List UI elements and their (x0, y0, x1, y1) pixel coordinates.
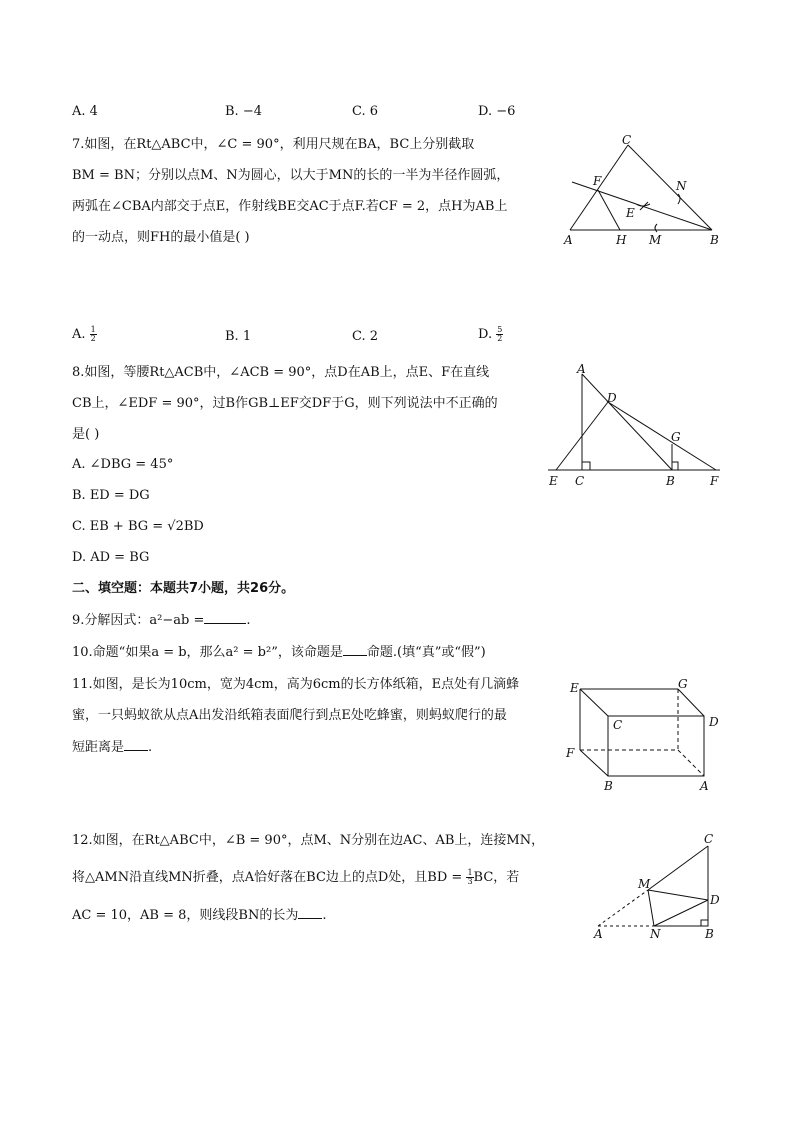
q12-line-1: 12.如图，在Rt△ABC中，∠B = 90°，点M、N分别在边AC、AB上，连接MN， (72, 833, 545, 848)
q12-figure (588, 830, 728, 945)
q8-label-b: B (666, 474, 675, 488)
q7-line-2: BM = BN；分别以点M、N为圆心，以大于MN的长的一半为半径作圆弧， (72, 168, 510, 183)
q7-option-d: D. $\frac{5}{2}$ (478, 325, 503, 343)
q8-label-f: F (710, 474, 719, 488)
q6-option-d: D. −6 (478, 104, 516, 119)
q12-label-d: D (710, 893, 720, 907)
q7-label-h: H (616, 233, 627, 247)
q10-text: 10.命题“如果a = b，那么a² = b²”，该命题是 命题.(填“真”或“假”) (72, 645, 486, 660)
q11-label-f: F (566, 746, 575, 760)
q8-line-1: 8.如图，等腰Rt△ACB中，∠ACB = 90°，点D在AB上，点E、F在直线 (72, 365, 490, 380)
q11-label-g: G (678, 677, 688, 691)
q11-answer-blank[interactable] (124, 738, 148, 751)
q8-option-a: A. ∠DBG = 45° (72, 457, 174, 472)
q6-option-c: C. 6 (352, 104, 379, 119)
q12-answer-blank[interactable] (298, 906, 322, 919)
q8-line-2: CB上，∠EDF = 90°，过B作GB⊥EF交DF于G，则下列说法中不正确的 (72, 396, 498, 411)
q7-label-c: C (622, 133, 632, 147)
q9-answer-blank[interactable] (204, 611, 246, 624)
q8-label-d: D (607, 391, 617, 405)
q11-label-b: B (604, 779, 613, 793)
q11-label-a: A (700, 779, 709, 793)
q12-line-3: AC = 10，AB = 8，则线段BN的长为 . (72, 908, 327, 923)
q7-label-b: B (710, 233, 719, 247)
q8-line-3: 是( ) (72, 427, 100, 442)
q11-label-c: C (613, 718, 623, 732)
q8-option-c: C. EB + BG = √2BD (72, 519, 204, 534)
q7-line-1: 7.如图，在Rt△ABC中，∠C = 90°，利用尺规在BA，BC上分别截取 (72, 137, 475, 152)
q8-option-b: B. ED = DG (72, 488, 150, 503)
section-2-title: 二、填空题：本题共7小题，共26分。 (72, 581, 295, 596)
q12-label-m: M (638, 877, 651, 891)
q8-label-g: G (671, 430, 681, 444)
q8-label-c: C (575, 474, 585, 488)
q7-line-3: 两弧在∠CBA内部交于点E，作射线BE交AC于点F.若CF = 2，点H为AB上 (72, 199, 508, 214)
q11-figure (560, 676, 730, 796)
q6-option-a: A. 4 (72, 104, 98, 119)
q8-label-a: A (577, 362, 586, 376)
q7-label-a: A (564, 233, 573, 247)
q7-option-a: A. $\frac{1}{2}$ (72, 325, 96, 343)
q12-line-2: 将△AMN沿直线MN折叠，点A恰好落在BC边上的点D处，且BD = $\frac{1}{3}$ BC，若 (72, 868, 520, 886)
q7-option-c: C. 2 (352, 329, 379, 344)
q8-option-d: D. AD = BG (72, 550, 150, 565)
q12-label-n: N (650, 927, 661, 941)
q11-line-3: 短距离是 . (72, 740, 153, 755)
q7-label-n: N (676, 179, 687, 193)
q9-text: 9.分解因式：a²−ab = . (72, 613, 251, 628)
q7-figure (560, 132, 730, 252)
q11-label-d: D (709, 715, 719, 729)
q7-line-4: 的一动点，则FH的最小值是( ) (72, 230, 250, 245)
q7-label-m: M (649, 233, 662, 247)
q10-answer-blank[interactable] (343, 643, 367, 656)
q11-line-2: 蜜，一只蚂蚁欲从点A出发沿纸箱表面爬行到点E处吃蜂蜜，则蚂蚁爬行的最 (72, 708, 507, 723)
q6-option-b: B. −4 (225, 104, 262, 119)
q7-label-f: F (593, 174, 602, 188)
q7-option-b: B. 1 (225, 329, 252, 344)
q11-label-e: E (570, 681, 579, 695)
q12-label-b: B (705, 927, 714, 941)
q7-label-e: E (626, 206, 635, 220)
q12-label-c: C (704, 832, 714, 846)
q8-figure (540, 362, 730, 492)
q11-line-1: 11.如图，是长为10cm，宽为4cm，高为6cm的长方体纸箱，E点处有几滴蜂 (72, 677, 520, 692)
q12-label-a: A (594, 927, 603, 941)
q8-label-e: E (549, 474, 558, 488)
